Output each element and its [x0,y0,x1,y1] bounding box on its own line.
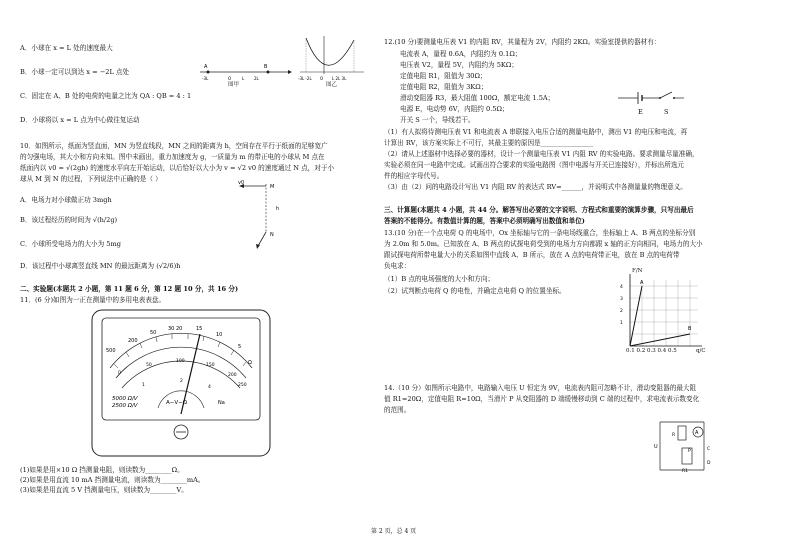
option-d: D．小球将以 x = L 点为中心做往复运动 [20,116,140,124]
svg-text:5: 5 [238,344,242,350]
svg-text:O: O [228,76,232,81]
q13-line4: 负电求： [384,262,411,270]
svg-text:L: L [242,76,245,81]
svg-text:R: R [672,433,676,438]
svg-text:R1: R1 [682,469,688,474]
equip-5: 滑动变阻器 R3，最大阻值 100Ω，额定电流 1.5A； [400,94,555,102]
svg-text:5000 Ω/V: 5000 Ω/V [112,396,138,402]
svg-text:0: 0 [118,371,121,376]
force-charge-graph [618,266,704,352]
q10-line4: 球从 M 到 N 的过程，下列说法中正确的是（ ） [20,175,162,183]
q13-part1: （1）B 点的电场强度的大小和方向； [384,275,495,283]
svg-text:100: 100 [176,359,185,364]
q13-line1: 13.(10 分)在一个点电荷 Q 的电场中，Ox 坐标轴与它的一条电场线重合，坐标轴上 A、B 两点的坐标分别 [384,229,696,237]
q12-line1: 12.(10 分)要测量电压表 V1 的内阻 RV，其量程为 2V，内阻约 2KΩ。实验室提供的器材有： [384,38,661,46]
svg-text:-3L: -3L [202,76,209,81]
q10-option-d: D．该过程中小球离竖直线 MN 的最远距离为 (√2/6)h [20,262,181,270]
q10-figure [236,176,296,250]
q14-line3: 的范围。 [384,406,411,414]
svg-text:200: 200 [128,338,138,344]
svg-text:2: 2 [620,309,623,314]
q11-part1: (1)如果是用×10 Ω 挡测量电阻，则读数为________Ω。 [20,466,184,474]
battery-switch-figure [612,84,688,118]
page-footer: 第 2 页，总 4 页 [371,528,417,535]
q10-line2: 的匀强电场，其大小和方向未知。图中未画出，重力加速度为 g，一质量为 m 的带正电的小球从 M 点在 [20,153,325,161]
graph-y-label: F/N [632,268,643,274]
equip-2: 电压表 V2，量程 5V，内阻约为 5KΩ； [400,61,518,69]
section3-title-2: 答案的不能得分。有数值计算的题，答案中必须明确写出数值和单位) [384,217,585,225]
svg-text:50: 50 [146,363,152,368]
circuit-e-label: E [638,108,643,116]
svg-text:A: A [695,430,699,436]
option-b: B．小球一定可以到达 x = −2L 点处 [20,68,130,76]
equip-6: 电源 E，电动势 6V，内阻约 0.5Ω； [400,105,509,113]
svg-text:4: 4 [208,385,211,390]
svg-text:250: 250 [238,383,247,388]
svg-text:A: A [204,64,208,70]
svg-text:B: B [264,64,268,70]
q13-line3: 跟试探电荷所带电量大小的关系如图中直线 A、B 所示，放在 A 点的电荷带正电，放在 B 点的电荷带 [384,251,680,259]
q12-p2-line2: 实验必须在同一电路中完成。试画出符合要求的实验电路图（图中电源与开关已连接好），并标出所选元 [384,161,685,169]
q13-line2: 为 2.0m 和 5.0m。已知放在 A、B 两点的试探电荷受到的电场力方向都跟 x 轴的正方向相同，电场力的大小 [384,240,703,248]
svg-text:-3L -2L: -3L -2L [298,76,312,81]
svg-text:2500 Ω/V: 2500 Ω/V [112,403,138,409]
q11-part3: (3)如果是用直流 5 V 挡测量电压，则读数为________V。 [20,486,188,494]
svg-text:P: P [688,449,691,454]
svg-text:Ω: Ω [248,360,252,366]
svg-text:U: U [654,444,658,450]
svg-text:500: 500 [106,348,116,354]
svg-text:15: 15 [196,326,203,332]
svg-text:A−V−Ω: A−V−Ω [166,400,187,406]
svg-text:M: M [270,184,275,190]
graph-x-ticks: 0.1 0.2 0.3 0.4 0.5 [626,348,677,354]
svg-text:C: C [707,447,711,452]
q14-line2: 值 R1=20Ω，定值电阻 R=10Ω，当滑片 P 从变阻器的 D 端缓慢移动到 C 端的过程中，求电流表示数变化 [384,395,700,403]
option-a: A．小球在 x = L 处的速度最大 [20,44,113,52]
q10-line3: 纸面内以 v0 = √(2gh) 的速度水平向左开始运动，以后恰好以大小为 v = √2 v0 的速度通过 N 点，对于小 [20,164,335,172]
svg-text:2L: 2L [254,76,259,81]
svg-text:N: N [270,232,274,238]
svg-text:Na: Na [218,400,225,406]
svg-text:30 20: 30 20 [168,326,183,332]
q12-p1-line1: （1）有人拟将待测电压表 V1 和电流表 A 串联接入电压合适的测量电路中，测出 V1 的电压和电流，再 [384,128,688,136]
circuit-s-label: S [664,108,669,116]
svg-text:50: 50 [150,330,157,336]
q10-line1: 10．如图所示，纸面为竖直面，MN 为竖直线段，MN 之间的距离为 h，空间存在平行于纸面的足够宽广 [20,142,328,150]
svg-text:2: 2 [180,379,183,384]
q10-option-b: B．该过程经历的时间为 √(h/2g) [20,216,118,224]
q10-option-a: A．电场力对小球做正功 3mgh [20,196,112,204]
equip-1: 电流表 A，量程 0.6A，内阻约为 0.1Ω； [400,50,522,58]
q13-part2: （2）试判断点电荷 Q 的电性，并确定点电荷 Q 的位置坐标。 [384,287,566,295]
option-c: C．固定在 A、B 处的电荷的电量之比为 QA : QB = 4 : 1 [20,92,192,100]
svg-text:10: 10 [216,332,223,338]
multimeter-dial [88,308,274,462]
q11-part2: (2)如果是用直流 10 mA 挡测量电流，则读数为________mA。 [20,476,205,484]
equip-4: 定值电阻 R2，阻值为 3KΩ； [400,83,488,91]
q12-p1-line2: 计算出 RV，该方案实际上不可行，其最主要的原因是________________ [384,139,594,147]
svg-text:v0: v0 [238,180,245,186]
graph-x-label: q/C [696,348,706,354]
q12-p2-line1: （2）请从上述器材中选择必要的器材，设计一个测量电压表 V1 内阻 RV 的实验电路。要求测量尽量准确， [384,150,699,158]
figure-jia-caption: 图甲 [228,82,240,88]
q10-option-c: C．小球所受电场力的大小为 5mg [20,240,121,248]
svg-text:200: 200 [228,373,237,378]
equip-7: 开关 S 一个，导线若干。 [400,116,475,124]
q14-line1: 14.（10 分）如图所示电路中，电路输入电压 U 恒定为 9V，电流表内阻可忽略不计，滑动变阻器的最大阻 [384,384,697,392]
svg-text:1: 1 [620,321,623,326]
q12-p2-line3: 件的相应字母代号。 [384,172,444,180]
svg-text:L 2L 3L: L 2L 3L [332,76,347,81]
figure-yi-caption: 图乙 [326,82,338,88]
section3-title: 三、计算题(本题共 4 小题，共 44 分。解答写出必要的文字说明、方程式和重要的演算步骤，只写出最后 [384,206,694,214]
svg-text:h: h [276,206,280,212]
section2-title: 二、实验题(本题共 2 小题，第 11 题 6 分，第 12 题 10 分，共 16 分) [20,285,239,293]
svg-text:A: A [640,280,644,286]
equip-3: 定值电阻 R1，阻值为 30Ω； [400,72,487,80]
svg-text:O: O [320,76,324,81]
svg-text:1: 1 [142,383,145,388]
figure-yi [296,34,368,84]
q12-p3: （3）由（2）问的电路设计写出 V1 内阻 RV 的表达式 RV=______，并说明式中各测量量的物理意义。 [384,183,687,191]
q14-circuit [652,412,718,476]
svg-text:3: 3 [620,297,623,302]
svg-text:B: B [688,326,692,332]
figure-jia [198,58,294,94]
svg-text:D: D [707,461,711,466]
svg-text:4: 4 [620,285,623,290]
svg-text:150: 150 [206,363,215,368]
q11-line1: 11．(6 分)如图为一正在测量中的多用电表表盘。 [20,296,166,304]
